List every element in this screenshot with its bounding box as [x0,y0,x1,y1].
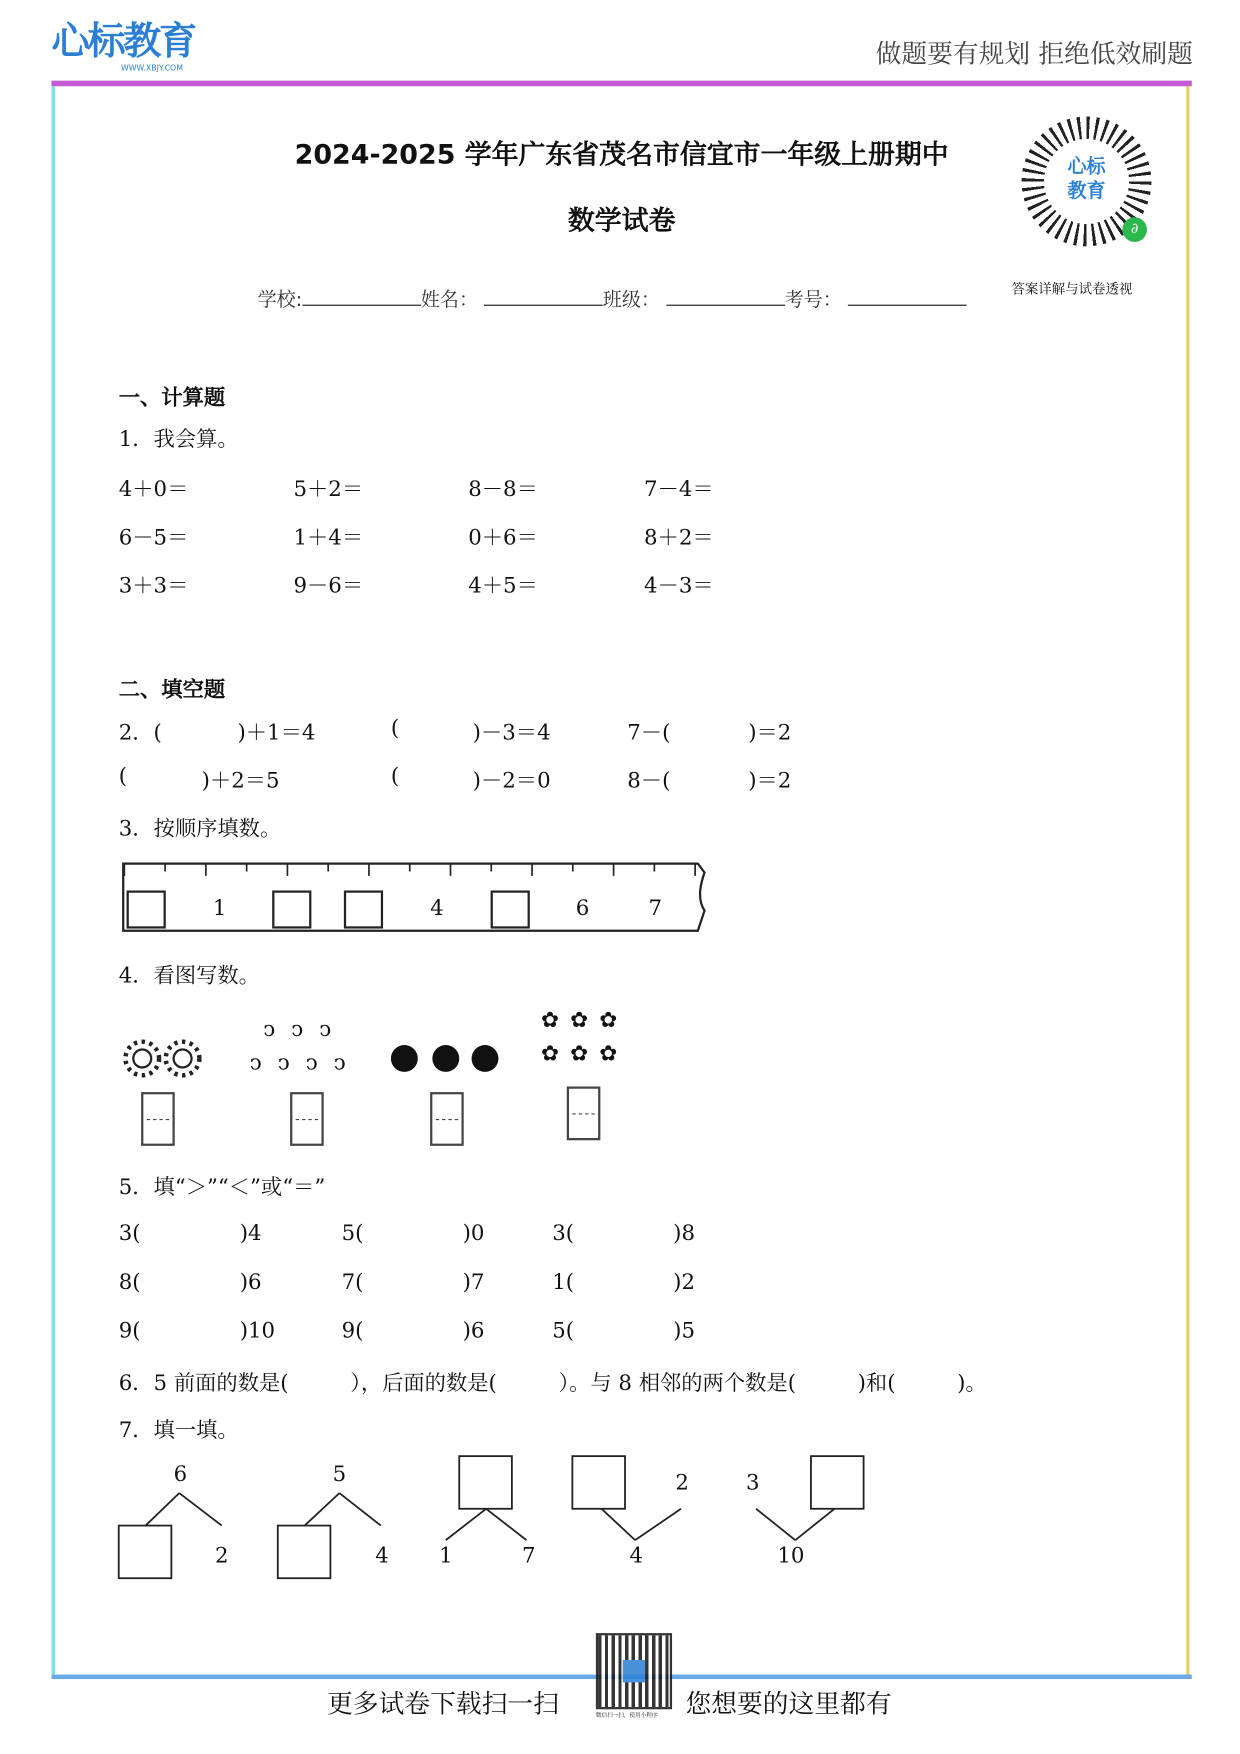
question-1: 1．我会算。 [118,426,239,452]
compare-part: )4 [239,1220,262,1246]
compare-part: 7( [341,1270,364,1295]
question-4: 4．看图写数。 [118,963,260,988]
duck-icon: ↄ [263,1017,276,1043]
exam-title: 2024-2025 学年广东省茂名市信宜市一年级上册期中 [294,138,949,171]
fill-blank-part: )＝2 [748,768,792,794]
fill-blank-part: ( [390,763,400,789]
compare-part: 5( [341,1220,364,1246]
bond-number: 2 [215,1543,229,1569]
question-3: 3．按顺序填数。 [118,816,282,842]
logo-url: WWW.XBJY.COM [120,63,183,73]
ruler-number: 1 [212,896,227,921]
q6-text: )。 [957,1371,987,1396]
duck-icon: ↄ [333,1050,346,1076]
bond-number: 5 [332,1461,347,1487]
bond-number: 1 [439,1543,453,1569]
q6-text: ）。与 8 相邻的两个数是( [558,1371,797,1396]
bond-number: 6 [173,1461,188,1487]
duck-icon: ↄ [291,1017,304,1043]
compare-part: 8( [118,1270,141,1295]
school-label: 学校: [257,288,303,312]
flower-icon: ✿ [541,1008,559,1034]
compare-part: )8 [673,1220,696,1246]
equation: 8＋2＝ [644,525,714,550]
ruler-number: 6 [575,896,590,921]
equation: 1＋4＝ [293,525,364,550]
compare-part: )10 [239,1318,276,1343]
fill-blank-part: ( [390,715,400,741]
flower-icon: ✿ [599,1008,618,1034]
equation: 0＋6＝ [468,525,538,550]
compare-part: )6 [239,1270,262,1295]
section-heading: 二、填空题 [118,677,226,703]
question-5: 5．填“＞”“＜”或“＝” [118,1174,326,1200]
equation: 4＋5＝ [468,573,538,599]
ruler-number: 7 [648,896,663,921]
compare-part: 3( [118,1220,141,1246]
equation: 8－8＝ [468,477,538,502]
equation: 3＋3＝ [118,573,189,599]
fill-blank-part: )＝2 [748,720,792,745]
equation: 4＋0＝ [118,477,189,502]
fill-blank-part: 8－( [627,768,671,794]
question-7: 7．填一填。 [118,1418,239,1443]
exam-number-label: 考号： [784,288,842,312]
compare-part: 1( [552,1270,575,1295]
qr-logo-text: 教育 [1067,180,1106,203]
compare-part: )0 [462,1220,485,1246]
q6-text: 6．5 前面的数是( [118,1371,289,1396]
qr-logo-text: 心标 [1067,155,1106,179]
flower-icon: ✿ [599,1041,618,1067]
compare-part: )2 [673,1270,696,1295]
compare-part: 5( [552,1318,575,1343]
fill-blank-part: 7－( [627,720,671,745]
q6-text: )和( [857,1371,896,1396]
equation: 6－5＝ [118,525,189,550]
footer-right-text: 您想要的这里都有 [685,1690,892,1720]
bond-number: 4 [375,1543,389,1569]
q6-text: ），后面的数是( [350,1371,497,1396]
duck-icon: ↄ [305,1050,318,1076]
compare-part: 9( [118,1318,141,1343]
name-label: 姓名： [420,288,478,312]
fill-blank-part: )－3＝4 [472,720,551,745]
ruler-number: 4 [430,896,444,921]
flower-icon: ✿ [570,1008,588,1034]
compare-part: )7 [462,1270,485,1295]
fill-blank-part: )－2＝0 [472,768,551,794]
equation: 7－4＝ [644,477,714,502]
footer-qr-caption: 微信扫一扫，使用小程序 [595,1712,658,1720]
footer-left-text: 更多试卷下载扫一扫 [327,1690,559,1720]
duck-icon: ↄ [277,1050,290,1076]
bond-number: 4 [629,1543,644,1569]
bond-number: 7 [521,1543,536,1569]
bond-number: 10 [777,1543,805,1569]
class-label: 班级： [602,288,660,312]
fill-blank-part: )＋1＝4 [237,720,316,745]
exam-subtitle: 数学试卷 [567,204,676,237]
equation: 5＋2＝ [293,477,364,502]
qr-caption: 答案详解与试卷透视 [1011,281,1133,297]
footer-qr-code[interactable] [596,1633,672,1709]
flower-icon: ✿ [570,1041,588,1067]
equation: 4－3＝ [644,573,714,599]
compare-part: 9( [341,1318,364,1343]
equation: 9－6＝ [293,573,364,599]
bond-number: 2 [675,1470,689,1496]
section-heading: 一、计算题 [118,385,226,410]
compare-part: 3( [552,1220,575,1246]
bond-number: 3 [745,1470,760,1496]
fill-blank-part: ( [118,763,128,789]
duck-icon: ↄ [249,1050,262,1076]
flower-icon: ✿ [541,1041,559,1067]
mini-program-icon: ∂ [1122,217,1147,242]
fill-blank-part: 2．( [118,720,162,745]
compare-part: )5 [673,1318,696,1343]
logo-text: 心标教育 [51,19,195,64]
header-slogan: 做题要有规划 拒绝低效刷题 [875,40,1193,70]
duck-icon: ↄ [319,1017,332,1043]
fill-blank-part: )＋2＝5 [201,768,280,794]
compare-part: )6 [462,1318,485,1343]
